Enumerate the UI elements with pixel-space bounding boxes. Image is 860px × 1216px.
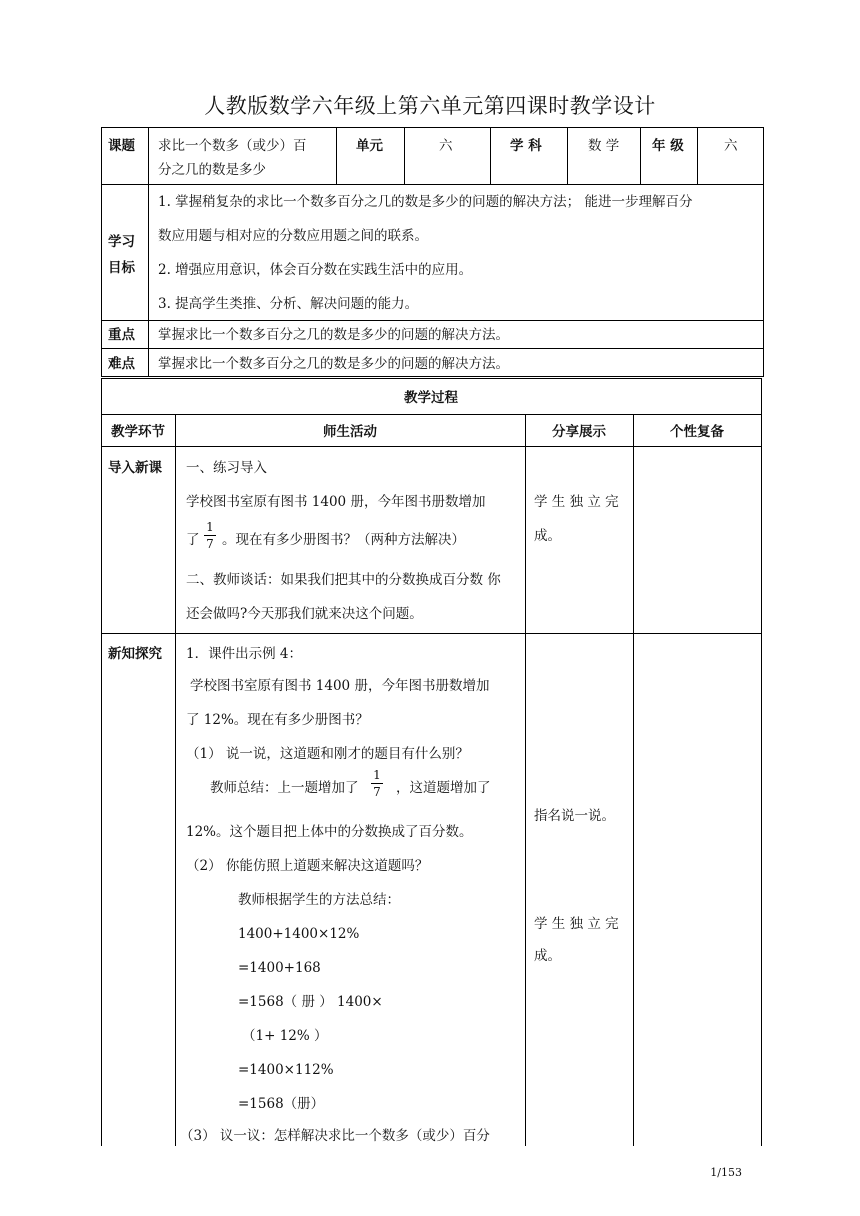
key-point-text: 掌握求比一个数多百分之几的数是多少的问题的解决方法。 xyxy=(158,327,509,343)
goals-label-line2: 目标 xyxy=(108,260,135,276)
activity-line: 教师总结：上一题增加了 xyxy=(210,780,359,796)
activity-line: （3） 议一议：怎样解决求比一个数多（或少）百分 xyxy=(180,1128,490,1144)
grade-label: 年 级 xyxy=(652,138,684,154)
activity-line: 12%。这个题目把上体中的分数换成了百分数。 xyxy=(186,824,473,840)
key-point-label: 重点 xyxy=(108,327,135,343)
activity-line: 教师根据学生的方法总结： xyxy=(238,892,400,908)
formula-line: =1400×112% xyxy=(238,1062,334,1078)
subject-label: 学 科 xyxy=(510,138,542,154)
fraction-one-seventh: 1 7 xyxy=(204,520,216,551)
formula-line: =1400+168 xyxy=(238,960,321,976)
lesson-title-line1: 求比一个数多（或少）百 xyxy=(158,138,307,154)
activity-line: （1） 说一说，这道题和刚才的题目有什么别？ xyxy=(186,746,469,762)
column-header: 分享展示 xyxy=(552,424,606,440)
fraction-one-seventh: 1 7 xyxy=(371,768,383,799)
share-text: 成。 xyxy=(534,528,561,544)
share-text: 指名说一说。 xyxy=(534,808,615,824)
column-header: 教学环节 xyxy=(111,424,165,440)
grade-value: 六 xyxy=(724,138,738,154)
unit-label: 单元 xyxy=(356,138,383,154)
share-text: 学 生 独 立 完 xyxy=(534,916,619,932)
activity-line: 。现在有多少册图书？（两种方法解决） xyxy=(222,532,465,548)
activity-line: 1．课件出示例 4： xyxy=(186,646,302,662)
unit-value: 六 xyxy=(439,138,453,154)
difficulty-label: 难点 xyxy=(108,356,135,372)
column-header: 师生活动 xyxy=(323,424,377,440)
share-text: 学 生 独 立 完 xyxy=(534,494,619,510)
formula-line: =1568（ 册 ） 1400× xyxy=(238,994,383,1010)
subject-value: 数 学 xyxy=(588,138,620,154)
activity-line: 二、教师谈话：如果我们把其中的分数换成百分数 你 xyxy=(186,572,501,588)
activity-line-prefix: 了 xyxy=(186,532,200,548)
column-header: 个性复备 xyxy=(670,424,724,440)
page-number: 1/153 xyxy=(710,1166,742,1179)
stage-explore: 新知探究 xyxy=(108,646,162,662)
difficulty-text: 掌握求比一个数多百分之几的数是多少的问题的解决方法。 xyxy=(158,356,509,372)
process-heading: 教学过程 xyxy=(404,390,458,406)
stage-intro: 导入新课 xyxy=(108,460,162,476)
formula-line: =1568（册） xyxy=(238,1096,325,1112)
activity-line: 还会做吗?今天那我们就来决这个问题。 xyxy=(186,606,423,622)
document-title: 人教版数学六年级上第六单元第四课时教学设计 xyxy=(204,94,656,118)
activity-line: ，这道题增加了 xyxy=(396,780,491,796)
formula-line: （1+ 12% ） xyxy=(242,1028,328,1044)
formula-line: 1400+1400×12% xyxy=(238,926,360,942)
goal-item: 1. 掌握稍复杂的求比一个数多百分之几的数是多少的问题的解决方法； 能进一步理解百分 xyxy=(158,194,693,210)
lesson-label: 课题 xyxy=(108,138,135,154)
share-text: 成。 xyxy=(534,948,561,964)
activity-line: 学校图书室原有图书 1400 册，今年图书册数增加 xyxy=(190,678,490,694)
activity-line: 了 12%。现在有多少册图书？ xyxy=(186,712,369,728)
activity-line: 学校图书室原有图书 1400 册，今年图书册数增加 xyxy=(186,494,486,510)
goal-item: 数应用题与相对应的分数应用题之间的联系。 xyxy=(158,228,428,244)
activity-line: （2） 你能仿照上道题来解决这道题吗？ xyxy=(186,858,429,874)
goal-item: 3. 提高学生类推、分析、解决问题的能力。 xyxy=(158,296,419,312)
activity-line: 一、练习导入 xyxy=(186,460,267,476)
lesson-title-line2: 分之几的数是多少 xyxy=(158,162,266,178)
goal-item: 2. 增强应用意识，体会百分数在实践生活中的应用。 xyxy=(158,262,473,278)
goals-label-line1: 学习 xyxy=(108,234,135,250)
